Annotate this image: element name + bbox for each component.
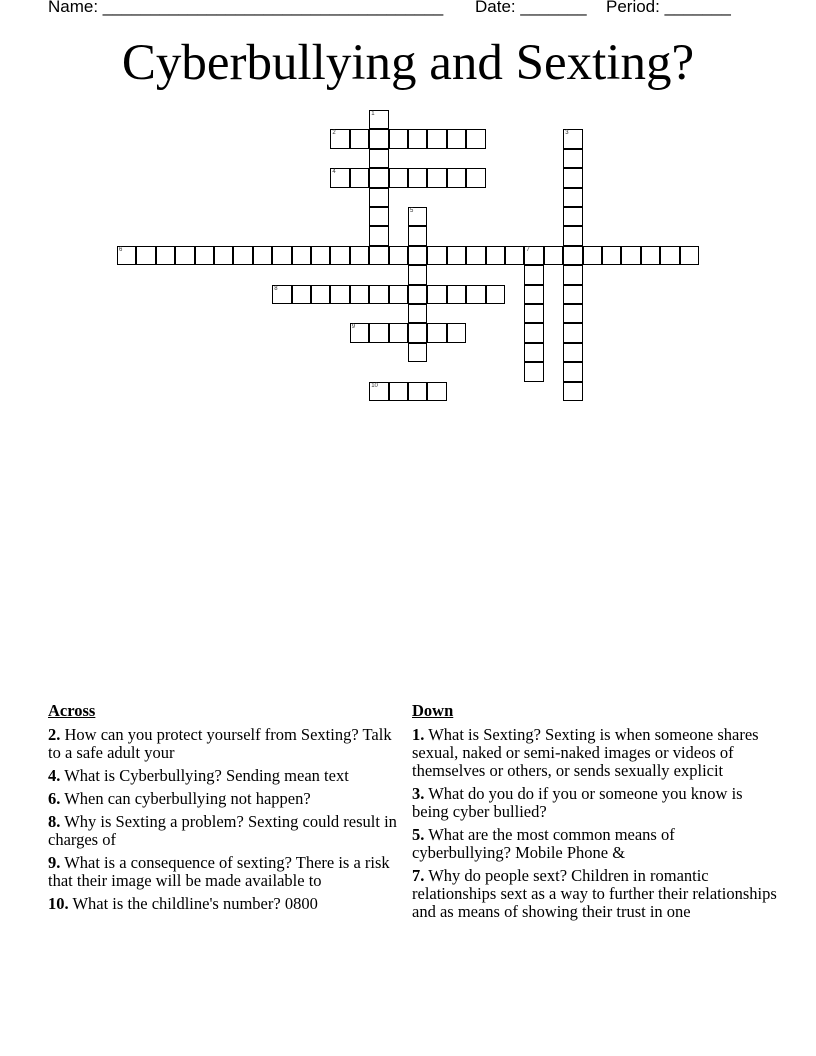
clue-across-6: 6. When can cyberbullying not happen? bbox=[48, 789, 311, 808]
crossword-cell[interactable] bbox=[408, 129, 427, 148]
crossword-cell[interactable] bbox=[330, 168, 349, 187]
crossword-cell[interactable] bbox=[563, 207, 582, 226]
crossword-cell[interactable] bbox=[486, 246, 505, 265]
cell-clue-number: 3 bbox=[565, 130, 569, 137]
crossword-grid bbox=[0, 0, 816, 420]
crossword-cell[interactable] bbox=[408, 382, 427, 401]
clue-down-1: 1. What is Sexting? Sexting is when someone shares sexual, naked or semi-naked images or videos of themselves or others, or sends sexually explicit bbox=[412, 725, 759, 780]
clue-across-2: 2. How can you protect yourself from Sexting? Talk to a safe adult your bbox=[48, 725, 392, 762]
crossword-cell[interactable] bbox=[389, 129, 408, 148]
crossword-cell[interactable] bbox=[408, 285, 427, 304]
crossword-cell[interactable] bbox=[660, 246, 679, 265]
crossword-cell[interactable] bbox=[563, 285, 582, 304]
crossword-cell[interactable] bbox=[408, 265, 427, 284]
crossword-cell[interactable] bbox=[447, 323, 466, 342]
crossword-cell[interactable] bbox=[524, 323, 543, 342]
crossword-cell[interactable] bbox=[350, 323, 369, 342]
crossword-cell[interactable] bbox=[350, 129, 369, 148]
crossword-cell[interactable] bbox=[563, 265, 582, 284]
crossword-cell[interactable] bbox=[389, 285, 408, 304]
crossword-cell[interactable] bbox=[680, 246, 699, 265]
crossword-cell[interactable] bbox=[253, 246, 272, 265]
crossword-cell[interactable] bbox=[524, 285, 543, 304]
cell-clue-number: 4 bbox=[332, 169, 336, 176]
crossword-cell[interactable] bbox=[369, 188, 388, 207]
crossword-cell[interactable] bbox=[563, 129, 582, 148]
crossword-cell[interactable] bbox=[563, 168, 582, 187]
crossword-cell[interactable] bbox=[408, 323, 427, 342]
crossword-cell[interactable] bbox=[369, 168, 388, 187]
crossword-cell[interactable] bbox=[466, 285, 485, 304]
date-field-label[interactable]: Date: _______ bbox=[475, 0, 587, 16]
crossword-cell[interactable] bbox=[447, 246, 466, 265]
crossword-cell[interactable] bbox=[156, 246, 175, 265]
crossword-cell[interactable] bbox=[524, 304, 543, 323]
crossword-cell[interactable] bbox=[563, 304, 582, 323]
crossword-cell[interactable] bbox=[175, 246, 194, 265]
across-clues bbox=[48, 702, 398, 918]
crossword-cell[interactable] bbox=[563, 246, 582, 265]
crossword-cell[interactable] bbox=[292, 285, 311, 304]
clue-across-8: 8. Why is Sexting a problem? Sexting could result in charges of bbox=[48, 812, 397, 849]
crossword-cell[interactable] bbox=[408, 246, 427, 265]
crossword-cell[interactable] bbox=[408, 207, 427, 226]
cell-clue-number: 8 bbox=[274, 285, 278, 292]
crossword-cell[interactable] bbox=[447, 285, 466, 304]
crossword-cell[interactable] bbox=[136, 246, 155, 265]
across-heading: Across bbox=[48, 701, 96, 720]
crossword-cell[interactable] bbox=[350, 168, 369, 187]
clue-down-7: 7. Why do people sext? Children in romantic relationships sext as a way to further their relationships and as means of showing their trust in one bbox=[412, 866, 777, 921]
crossword-cell[interactable] bbox=[524, 246, 543, 265]
cell-clue-number: 7 bbox=[526, 246, 530, 253]
crossword-cell[interactable] bbox=[563, 362, 582, 381]
crossword-cell[interactable] bbox=[330, 246, 349, 265]
crossword-cell[interactable] bbox=[563, 323, 582, 342]
cell-clue-number: 10 bbox=[371, 382, 378, 389]
crossword-cell[interactable] bbox=[621, 246, 640, 265]
cell-clue-number: 5 bbox=[410, 208, 414, 214]
crossword-cell[interactable] bbox=[389, 168, 408, 187]
down-clues bbox=[412, 702, 777, 926]
crossword-cell[interactable] bbox=[427, 129, 446, 148]
crossword-cell[interactable] bbox=[350, 285, 369, 304]
cell-clue-number: 9 bbox=[351, 324, 356, 331]
clue-down-5: 5. What are the most common means of cyberbullying? Mobile Phone & bbox=[412, 825, 675, 862]
crossword-cell[interactable] bbox=[427, 382, 446, 401]
crossword-cell[interactable] bbox=[369, 110, 388, 129]
crossword-cell[interactable] bbox=[544, 246, 563, 265]
crossword-cell[interactable] bbox=[369, 323, 388, 342]
crossword-cell[interactable] bbox=[214, 246, 233, 265]
crossword-cell[interactable] bbox=[408, 168, 427, 187]
page-title: Cyberbullying and Sexting? bbox=[121, 35, 695, 91]
clue-across-9: 9. What is a consequence of sexting? There is a risk that their image will be made available to bbox=[48, 853, 390, 890]
crossword-cell[interactable] bbox=[272, 285, 291, 304]
crossword-cell[interactable] bbox=[117, 246, 136, 265]
crossword-cell[interactable] bbox=[369, 226, 388, 245]
crossword-cell[interactable] bbox=[563, 226, 582, 245]
crossword-cell[interactable] bbox=[563, 382, 582, 401]
crossword-cell[interactable] bbox=[408, 304, 427, 323]
cell-clue-number: 6 bbox=[119, 246, 123, 253]
crossword-cell[interactable] bbox=[563, 343, 582, 362]
crossword-cell[interactable] bbox=[486, 285, 505, 304]
cell-clue-number: 2 bbox=[332, 130, 336, 137]
crossword-cell[interactable] bbox=[369, 149, 388, 168]
crossword-cell[interactable] bbox=[195, 246, 214, 265]
crossword-cell[interactable] bbox=[524, 362, 543, 381]
crossword-cell[interactable] bbox=[505, 246, 524, 265]
crossword-cell[interactable] bbox=[447, 129, 466, 148]
name-field-label[interactable]: Name: ____________________________________ bbox=[48, 0, 444, 16]
crossword-cell[interactable] bbox=[369, 382, 388, 401]
crossword-cell[interactable] bbox=[330, 129, 349, 148]
crossword-cell[interactable] bbox=[369, 129, 388, 148]
crossword-cell[interactable] bbox=[292, 246, 311, 265]
crossword-cell[interactable] bbox=[583, 246, 602, 265]
crossword-cell[interactable] bbox=[641, 246, 660, 265]
crossword-cell[interactable] bbox=[350, 246, 369, 265]
clue-down-3: 3. What do you do if you or someone you know is being cyber bullied? bbox=[412, 784, 743, 821]
crossword-cell[interactable] bbox=[369, 285, 388, 304]
crossword-cell[interactable] bbox=[524, 343, 543, 362]
crossword-cell[interactable] bbox=[466, 168, 485, 187]
crossword-cell[interactable] bbox=[447, 168, 466, 187]
crossword-cell[interactable] bbox=[427, 285, 446, 304]
crossword-cell[interactable] bbox=[427, 323, 446, 342]
clue-across-10: 10. What is the childline's number? 0800 bbox=[48, 894, 318, 913]
crossword-cell[interactable] bbox=[369, 207, 388, 226]
crossword-cell[interactable] bbox=[389, 246, 408, 265]
crossword-cell[interactable] bbox=[427, 246, 446, 265]
crossword-cell[interactable] bbox=[408, 226, 427, 245]
crossword-cell[interactable] bbox=[389, 382, 408, 401]
crossword-cell[interactable] bbox=[389, 323, 408, 342]
period-field-label[interactable]: Period: _______ bbox=[606, 0, 731, 16]
clue-across-4: 4. What is Cyberbullying? Sending mean text bbox=[48, 766, 349, 785]
crossword-cell[interactable] bbox=[524, 265, 543, 284]
crossword-cell[interactable] bbox=[311, 246, 330, 265]
crossword-cell[interactable] bbox=[466, 129, 485, 148]
crossword-cell[interactable] bbox=[369, 246, 388, 265]
cell-clue-number: 1 bbox=[371, 111, 375, 117]
crossword-cell[interactable] bbox=[233, 246, 252, 265]
crossword-cell[interactable] bbox=[408, 343, 427, 362]
crossword-cell[interactable] bbox=[330, 285, 349, 304]
crossword-cell[interactable] bbox=[311, 285, 330, 304]
crossword-cell[interactable] bbox=[563, 188, 582, 207]
down-heading: Down bbox=[412, 701, 454, 720]
crossword-cell[interactable] bbox=[466, 246, 485, 265]
crossword-cell[interactable] bbox=[602, 246, 621, 265]
crossword-cell[interactable] bbox=[272, 246, 291, 265]
crossword-cell[interactable] bbox=[563, 149, 582, 168]
crossword-cell[interactable] bbox=[427, 168, 446, 187]
